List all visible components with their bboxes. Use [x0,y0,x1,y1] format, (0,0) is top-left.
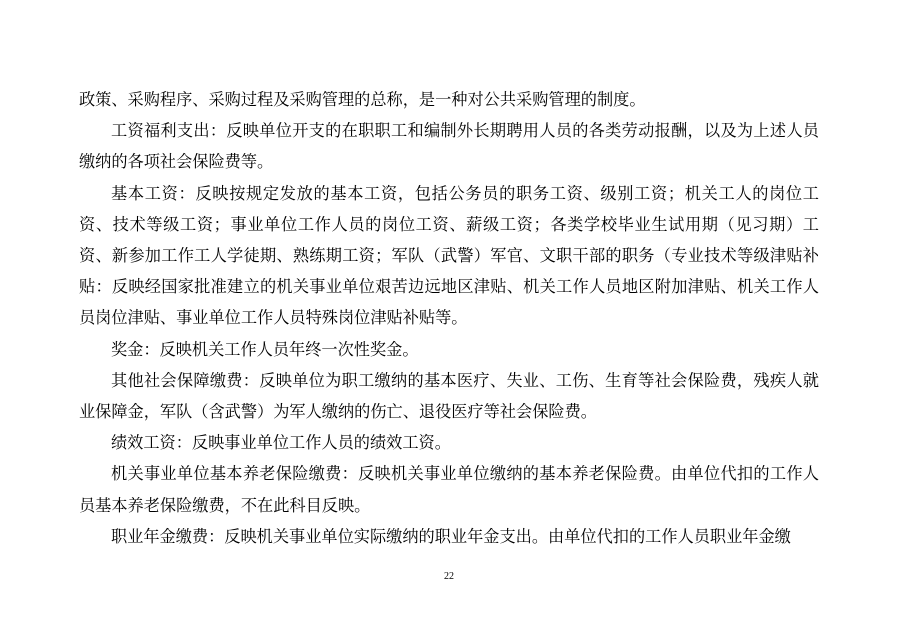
body-text [79,84,819,552]
paragraph-occupational-annuity: 职业年金缴费：反映机关事业单位实际缴纳的职业年金支出。由单位代扣的工作人员职业年金缴 [111,526,791,546]
paragraph-social-security: 其他社会保障缴费：反映单位为职工缴纳的基本医疗、失业、工伤、生育等社会保险费，残疾人就业保障金，军队（含武警）为军人缴纳的伤亡、退役医疗等社会保险费。 [79,370,819,422]
paragraph-bonus: 奖金：反映机关工作人员年终一次性奖金。 [111,339,419,359]
paragraph-pension-insurance: 机关事业单位基本养老保险缴费：反映机关事业单位缴纳的基本养老保险费。由单位代扣的工作人员基本养老保险缴费，不在此科目反映。 [79,464,819,515]
paragraph-procurement-definition: 政策、采购程序、采购过程及采购管理的总称，是一种对公共采购管理的制度。 [79,90,646,109]
page-number: 22 [444,571,454,582]
paragraph-basic-wage: 基本工资：反映按规定发放的基本工资，包括公务员的职务工资、级别工资；机关工人的岗位工资、技术等级工资；事业单位工作人员的岗位工资、薪级工资；各类学校毕业生试用期（见习期）工资、新参加工作工人学徒期、熟练期工资；军队（武警）军官、文职干部的职务（专业技术等级津贴补贴：反映经国家批准建立的机关事业单位艰苦边远地区津贴、机关工作人员地区附加津贴、机关工作人员岗位津贴、事业单位工作人员特殊岗位津贴补贴等。 [79,183,819,328]
paragraph-wage-welfare: 工资福利支出：反映单位开支的在职职工和编制外长期聘用人员的各类劳动报酬，以及为上述人员缴纳的各项社会保险费等。 [79,121,819,172]
paragraph-performance-wage: 绩效工资：反映事业单位工作人员的绩效工资。 [111,433,451,453]
